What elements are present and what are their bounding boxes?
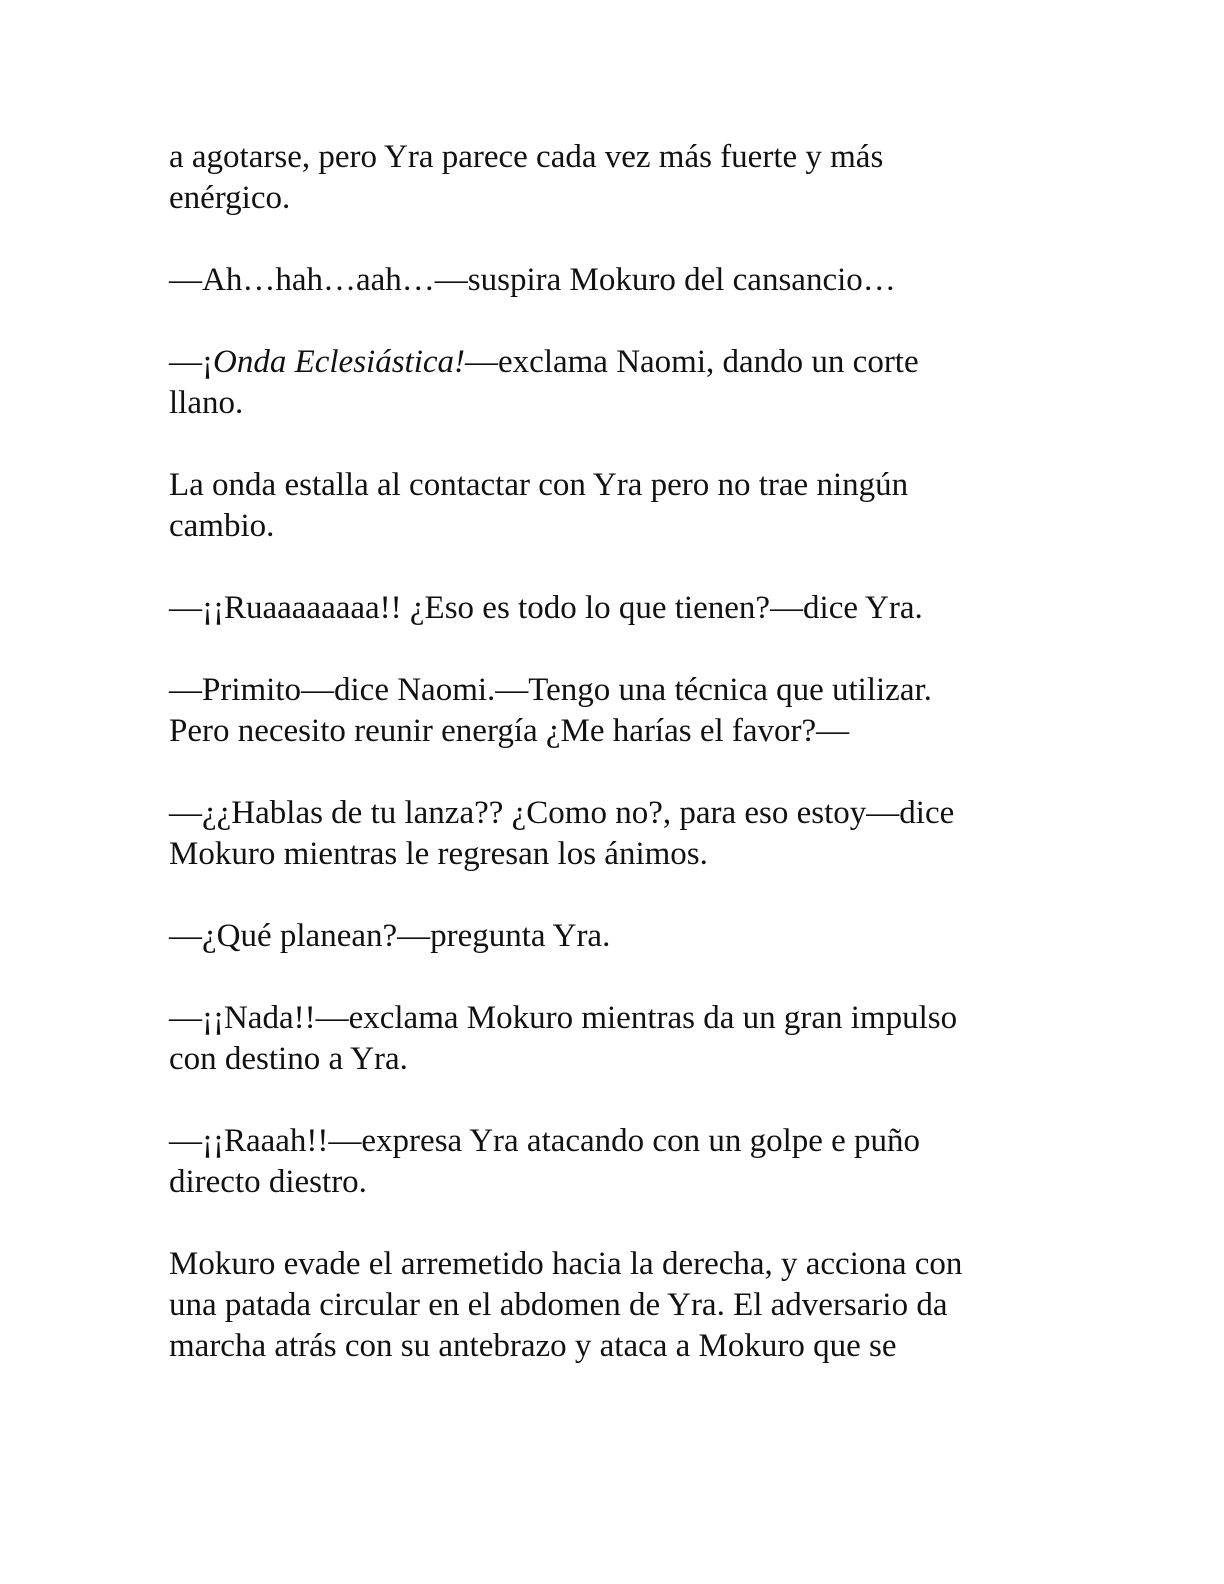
paragraph xyxy=(169,793,1049,875)
text-line: La onda estalla al contactar con Yra pero no trae ningún xyxy=(169,467,909,503)
text-line: Mokuro evade el arremetido hacia la derecha, y acciona con xyxy=(169,1246,963,1282)
text-line: una patada circular en el abdomen de Yra. El adversario da xyxy=(169,1287,948,1323)
paragraph xyxy=(169,1244,1049,1367)
body-text xyxy=(169,137,1049,1408)
text-line: a agotarse, pero Yra parece cada vez más fuerte y más xyxy=(169,139,884,175)
dialogue-tag: —exclama Naomi, dando un corte xyxy=(465,344,919,380)
paragraph xyxy=(169,1121,1049,1203)
text-line: Mokuro mientras le regresan los ánimos. xyxy=(169,836,708,872)
text-line: —Ah…hah…aah…—suspira Mokuro del cansancio… xyxy=(169,262,896,298)
text-line: —Primito—dice Naomi.—Tengo una técnica que utilizar. xyxy=(169,672,932,708)
text-line: —¡¡Nada!!—exclama Mokuro mientras da un gran impulso xyxy=(169,1000,958,1036)
text-line: con destino a Yra. xyxy=(169,1041,408,1077)
text-line xyxy=(169,342,1049,383)
text-line: —¿¿Hablas de tu lanza?? ¿Como no?, para eso estoy—dice xyxy=(169,795,955,831)
paragraph xyxy=(169,260,1049,301)
text-line: —¡¡Raaah!!—expresa Yra atacando con un golpe e puño xyxy=(169,1123,921,1159)
paragraph xyxy=(169,588,1049,629)
text-line: Pero necesito reunir energía ¿Me harías el favor?— xyxy=(169,713,850,749)
technique-name: Onda Eclesiástica! xyxy=(213,344,466,380)
paragraph xyxy=(169,998,1049,1080)
paragraph xyxy=(169,342,1049,424)
text-line: enérgico. xyxy=(169,180,291,216)
text-line: —¿Qué planean?—pregunta Yra. xyxy=(169,918,611,954)
text-line: llano. xyxy=(169,385,244,421)
dialogue-prefix: —¡ xyxy=(169,344,213,380)
paragraph xyxy=(169,465,1049,547)
text-line: marcha atrás con su antebrazo y ataca a Mokuro que se xyxy=(169,1328,897,1364)
text-line: cambio. xyxy=(169,508,275,544)
text-line: directo diestro. xyxy=(169,1164,367,1200)
paragraph xyxy=(169,916,1049,957)
text-line: —¡¡Ruaaaaaaaa!! ¿Eso es todo lo que tienen?—dice Yra. xyxy=(169,590,923,626)
paragraph xyxy=(169,137,1049,219)
paragraph xyxy=(169,670,1049,752)
